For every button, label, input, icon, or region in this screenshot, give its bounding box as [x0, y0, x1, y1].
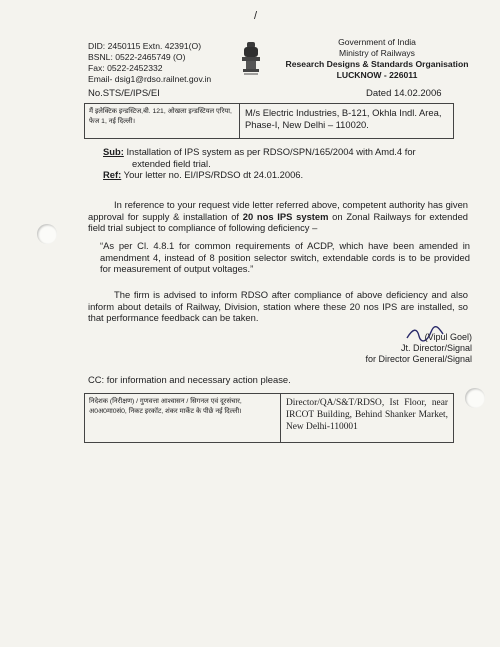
quoted-deficiency: “As per Cl. 4.8.1 for common requirements of ACDP, which have been amended in amendment 4, instead of 8 position selector switch, extendable cords is to be provided for measurement of output voltages.” — [100, 240, 470, 274]
p1-part-b: on Zonal Railways for extended field trial subject to compliance of following deficiency – — [88, 210, 468, 233]
cc-line: CC: for information and necessary action please. — [88, 374, 291, 385]
signatory-title: Jt. Director/Signal — [400, 342, 472, 353]
p1-bold: 20 nos IPS system — [242, 210, 329, 222]
email-line: Email- dsig1@rdso.railnet.gov.in — [88, 74, 212, 84]
reference-text: Your letter no. EI/IPS/RDSO dt 24.01.2006. — [123, 169, 304, 180]
p1-part-a: In reference to your request vide letter referred above, competent authority has given approval for supply & installation of — [88, 199, 468, 222]
cc-address-box — [84, 393, 454, 443]
organisation-block — [278, 37, 476, 81]
body-paragraph-1 — [88, 199, 468, 234]
fax-line: Fax: 0522-2452332 — [88, 63, 163, 73]
org-line-3: Research Designs & Standards Organisation — [285, 59, 469, 69]
page-mark: / — [254, 10, 258, 22]
subject-text: Installation of IPS system as per RDSO/SPN/165/2004 with Amd.4 for — [126, 146, 416, 157]
signature-block — [360, 332, 472, 364]
subject-label: Sub: — [103, 146, 124, 157]
body-paragraph-2: The firm is advised to inform RDSO after compliance of above deficiency and also inform about details of Railway, Division, station where these 20 nos IPS are installed, so that performance feedback can be taken. — [88, 289, 468, 323]
cc-address-hindi: निदेशक (निरीक्षण) / गुणवत्ता आश्वासन / सिगनल एवं दूरसंचार, अ0अ0मा0सं0, निकट इरकॉट, शंकर मार्केट के पीछे नई दिल्ली। — [85, 394, 281, 442]
reference-number: No.STS/E/IPS/EI — [88, 88, 160, 99]
addressee-english: M/s Electric Industries, B-121, Okhla Indl. Area, Phase-I, New Delhi – 110020. — [245, 107, 442, 130]
org-line-2: Ministry of Railways — [339, 48, 415, 58]
did-line: DID: 2450115 Extn. 42391(O) — [88, 41, 202, 51]
signatory-for: for Director General/Signal — [365, 353, 472, 364]
sender-contact-block — [88, 41, 211, 85]
bsnl-line: BSNL: 0522-2465749 (O) — [88, 52, 186, 62]
subject-block — [103, 146, 473, 181]
org-line-1: Government of India — [338, 37, 416, 47]
addressee-box — [84, 103, 454, 139]
reference-label: Ref: — [103, 169, 122, 180]
letter-date: Dated 14.02.2006 — [366, 88, 442, 99]
national-emblem-icon — [240, 40, 262, 80]
punch-hole — [37, 224, 57, 244]
signatory-name: (Vipul Goel) — [424, 332, 472, 342]
punch-hole — [465, 388, 485, 408]
addressee-hindi: मैं इलेक्टिक इन्डस्टिज,बी. 121, ओखला इन्डस्टियल एरिया, फेज 1, नई दिल्ली। — [85, 104, 240, 138]
cc-address-english: Director/QA/S&T/RDSO, Ist Floor, near IRCOT Building, Behind Shanker Market, New Delhi-110001 — [286, 398, 448, 432]
org-line-4: LUCKNOW - 226011 — [336, 70, 418, 80]
subject-text-cont: extended field trial. — [132, 157, 211, 169]
